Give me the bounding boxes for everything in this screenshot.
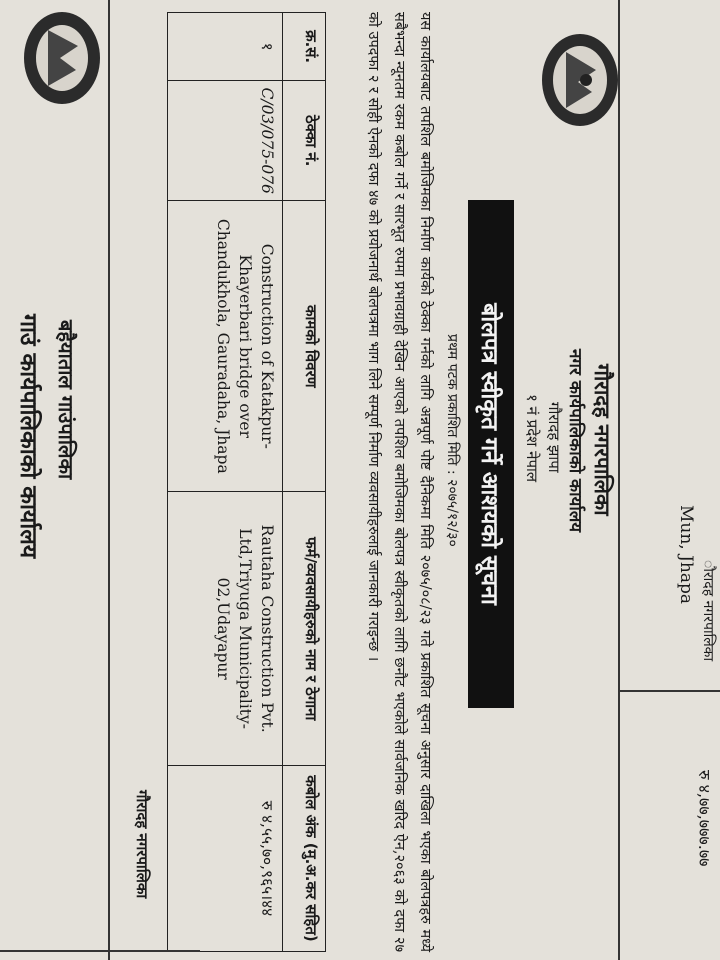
previous-notice-strip xyxy=(612,0,720,960)
divider xyxy=(0,950,200,952)
bid-acceptance-notice xyxy=(32,4,622,956)
bottom-notice-title: बहैयाताल गाउंपालिका xyxy=(54,320,78,480)
divider xyxy=(620,690,720,692)
mun-fragment: Mun, Jhapa xyxy=(676,505,696,605)
office-subtitle: नगर कार्यपालिकाको कार्यालय xyxy=(565,349,585,533)
office-fragment: ौरादह नगरपालिका xyxy=(700,560,716,662)
office-name: गौरादह नगरपालिका xyxy=(590,364,614,516)
header-contract-no: ठेक्का नं. xyxy=(283,81,326,201)
cell-amount: रु ४,५५,७०,९६५।४४ xyxy=(168,765,283,951)
amount-fragment: रु ४,७७,७७७.७७ xyxy=(695,770,714,867)
contract-table xyxy=(167,12,326,952)
table-row xyxy=(168,13,283,952)
header-firm: फर्म/व्यवसायीहरुको नाम र ठेगाना xyxy=(283,492,326,766)
header-description: कामको विवरण xyxy=(283,201,326,492)
notice-title: बोलपत्र स्वीकृत गर्ने आशयको सूचना xyxy=(468,200,514,708)
office-province: १ नं प्रदेश नेपाल xyxy=(523,394,541,483)
signature-office: गौरादह नगरपालिका xyxy=(133,790,151,899)
header-sn: क्र.सं. xyxy=(283,13,326,81)
divider xyxy=(108,0,110,960)
rural-municipality-emblem-icon xyxy=(22,8,106,108)
header-amount: कबोल अंक (मु.अ.कर सहित) xyxy=(283,765,326,951)
cell-firm: Rautaha Construction Pvt. Ltd,Triyuga Municipality-02,Udayapur xyxy=(168,492,283,766)
table-header-row xyxy=(283,13,326,952)
cell-sn: १ xyxy=(168,13,283,81)
cell-contract-no: C/03/075-076 xyxy=(168,81,283,201)
municipality-emblem-icon xyxy=(540,30,622,130)
bottom-notice-subtitle: गाउं कार्यपालिकाको कार्यालय xyxy=(15,314,41,559)
first-published-date: प्रथम पटक प्रकाशित मिति : २०७५/१२/३० xyxy=(444,334,460,547)
notice-body: यस कार्यालयबाट तपशिल बमोजिमका निर्माण कार्यको ठेक्का गर्नको लागि अन्नपूर्ण पोष्ट दैनिकमा मिति २०७५/०८/२३ गते प्रकाशित सूचना अनुसार दाखिला भएका बोलपत्रहरु मध्ये सबैभन्दा न्यूनतम रकम कबोल गर्ने र सारभूत रुपमा प्रभावग्राही देखिन आएको तपशिल बमोजिमका बोलपत्र स्वीकृतको लागि छनौट भएकोले सार्वजनिक खरिद ऐन,२०६३ को दफा २७ को उपदफा २ र सोही ऐनको दफा ४७ को प्रयोजनार्थ बोलपत्रमा भाग लिने सम्पूर्ण निर्माण व्यवसायीहरुलाई जानकारी गराइन्छ । xyxy=(365,12,433,952)
office-place: गौरादह झापा xyxy=(545,402,563,473)
cell-description: Construction of Katakpur-Khayerbari bridge over Chandukhola, Gauradaha, Jhapa xyxy=(168,201,283,492)
